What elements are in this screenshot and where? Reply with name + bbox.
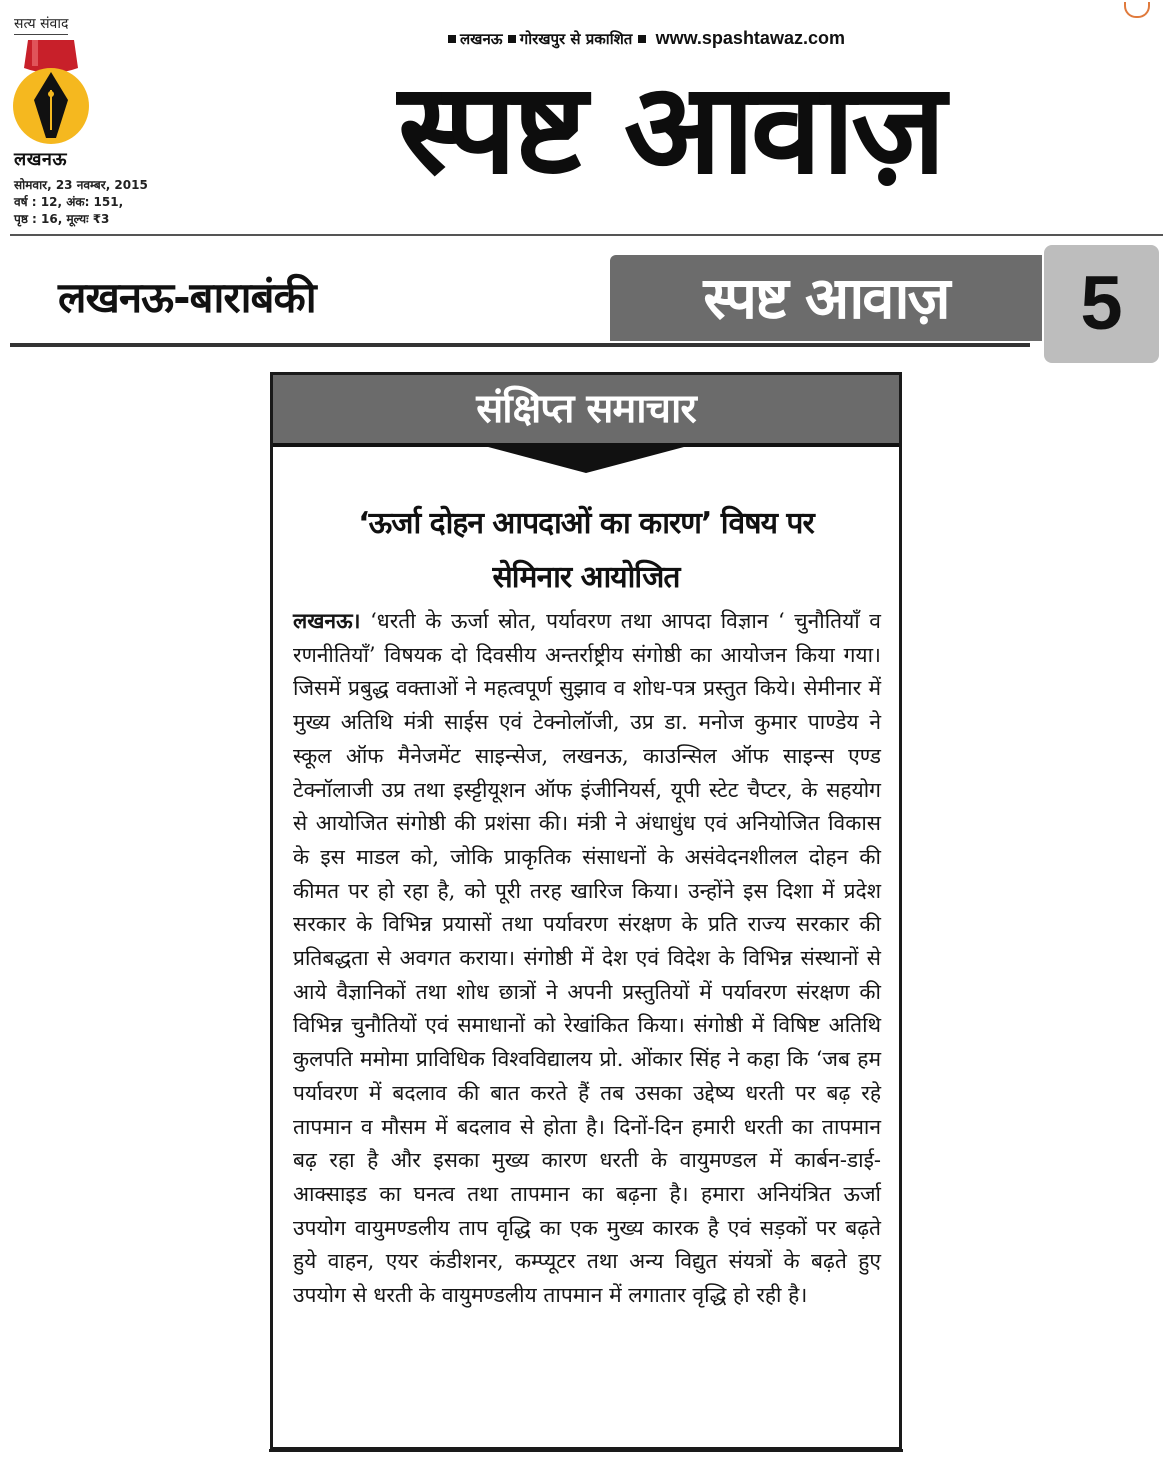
article-body [293, 605, 881, 1313]
headline-line-2: सेमिनार आयोजित [492, 560, 680, 595]
article-bottom-rule [269, 1449, 903, 1452]
newspaper-title: स्पष्ट आवाज़ [398, 56, 942, 203]
edition-city: लखनऊ [14, 149, 68, 170]
masthead [0, 0, 1163, 240]
tagline-city-lucknow: लखनऊ [460, 30, 503, 48]
corner-mark-icon [1124, 2, 1150, 18]
issue-date: सोमवार, 23 नवम्बर, 2015 [14, 178, 148, 192]
page-number-box [1044, 245, 1159, 363]
pen-nib-logo-icon [10, 38, 92, 144]
page-number: 5 [1080, 261, 1123, 346]
masthead-divider [10, 234, 1163, 236]
logo-tagline: सत्य संवाद [14, 14, 68, 35]
tagline-city-gorakhpur: गोरखपुर से प्रकाशित [519, 30, 633, 48]
pages-price: पृष्ठ : 16, मूल्यः ₹3 [14, 212, 110, 226]
page-header-band [10, 238, 1163, 346]
section-label: लखनऊ-बाराबंकी [58, 273, 316, 322]
header-pointer-shape [273, 443, 899, 475]
column-header [273, 375, 899, 443]
article-body-text: ‘धरती के ऊर्जा स्रोत, पर्यावरण तथा आपदा विज्ञान ‘ चुनौतियाँ व रणनीतियाँ’ विषयक दो दिवसीय अन्तर्राष्ट्रीय संगोष्ठी का आयोजन किया गया। जिसमें प्रबुद्ध वक्ताओं ने महत्वपूर्ण सुझाव व शोध-पत्र प्रस्तुत किये। सेमीनार में मुख्य अतिथि मंत्री साईस एवं टेक्नोलॉजी, उप्र डा. मनोज कुमार पाण्डेय ने स्कूल ऑफ मैनेजमेंट साइन्सेज, लखनऊ, काउन्सिल ऑफ साइन्स एण्ड टेक्नॉलाजी उप्र तथा इस्ट्टीयूशन ऑफ इंजीनियर्स, यूपी स्टेट चैप्टर, के सहयोग से आयोजित संगोष्ठी की प्रशंसा की। मंत्री ने अंधाधुंध एवं अनियोजित विकास के इस माडल को, जोकि प्राकृतिक संसाधनों के असंवेदनशीलल दोहन की कीमत पर हो रहा है, को पूरी तरह खारिज किया। उन्होंने इस दिशा में प्रदेश सरकार के विभिन्न प्रयासों तथा पर्यावरण संरक्षण के प्रति राज्य सरकार की प्रतिबद्धता से अवगत कराया। संगोष्ठी में देश एवं विदेश के विभिन्न संस्थानों से आये वैज्ञानिकों तथा शोध छात्रों ने अपनी प्रस्तुतियों में पर्यावरण संरक्षण की विभिन्न चुनौतियों एवं समाधानों को रेखांकित किया। संगोष्ठी में विषिष्ट अतिथि कुलपति ममोमा प्राविधिक विश्वविद्यालय प्रो. ओंकार सिंह ने कहा कि ‘जब हम पर्यावरण में बदलाव की बात करते हैं तब उसका उद्देष्य धरती पर बढ़ रहे तापमान व मौसम में बदलाव से होता है। दिनों-दिन हमारी धरती का तापमान बढ़ रहा है और इसका मुख्य कारण धरती के वायुमण्डल में कार्बन-डाई-आक्साइड का घनत्व तथा तापमान का बढ़ना है। हमारा अनियंत्रित ऊर्जा उपयोग वायुमण्डलीय ताप वृद्धि का एक मुख्य कारक है एवं सड़कों पर बढ़ते हुये वाहन, एयर कंडीशनर, कम्प्यूटर तथा अन्य विद्युत संयत्रों के बढ़ते हुए उपयोग से धरती के वायुमण्डलीय तापमान में लगातार वृद्धि हो रही है। [293, 609, 881, 1308]
website-link[interactable]: www.spashtawaz.com [655, 28, 845, 48]
headline-line-1: ‘ऊर्जा दोहन आपदाओं का कारण’ विषय पर [358, 506, 814, 541]
news-brief-article [270, 372, 902, 1450]
band-brand-box [610, 255, 1042, 341]
band-brand-title: स्पष्ट आवाज़ [703, 264, 949, 332]
column-header-title: संक्षिप्त समाचार [476, 386, 696, 432]
article-headline [283, 497, 889, 605]
band-divider [10, 343, 1030, 347]
volume-issue: वर्ष : 12, अंक: 151, [14, 195, 124, 209]
article-dateline: लखनऊ। [293, 609, 361, 633]
